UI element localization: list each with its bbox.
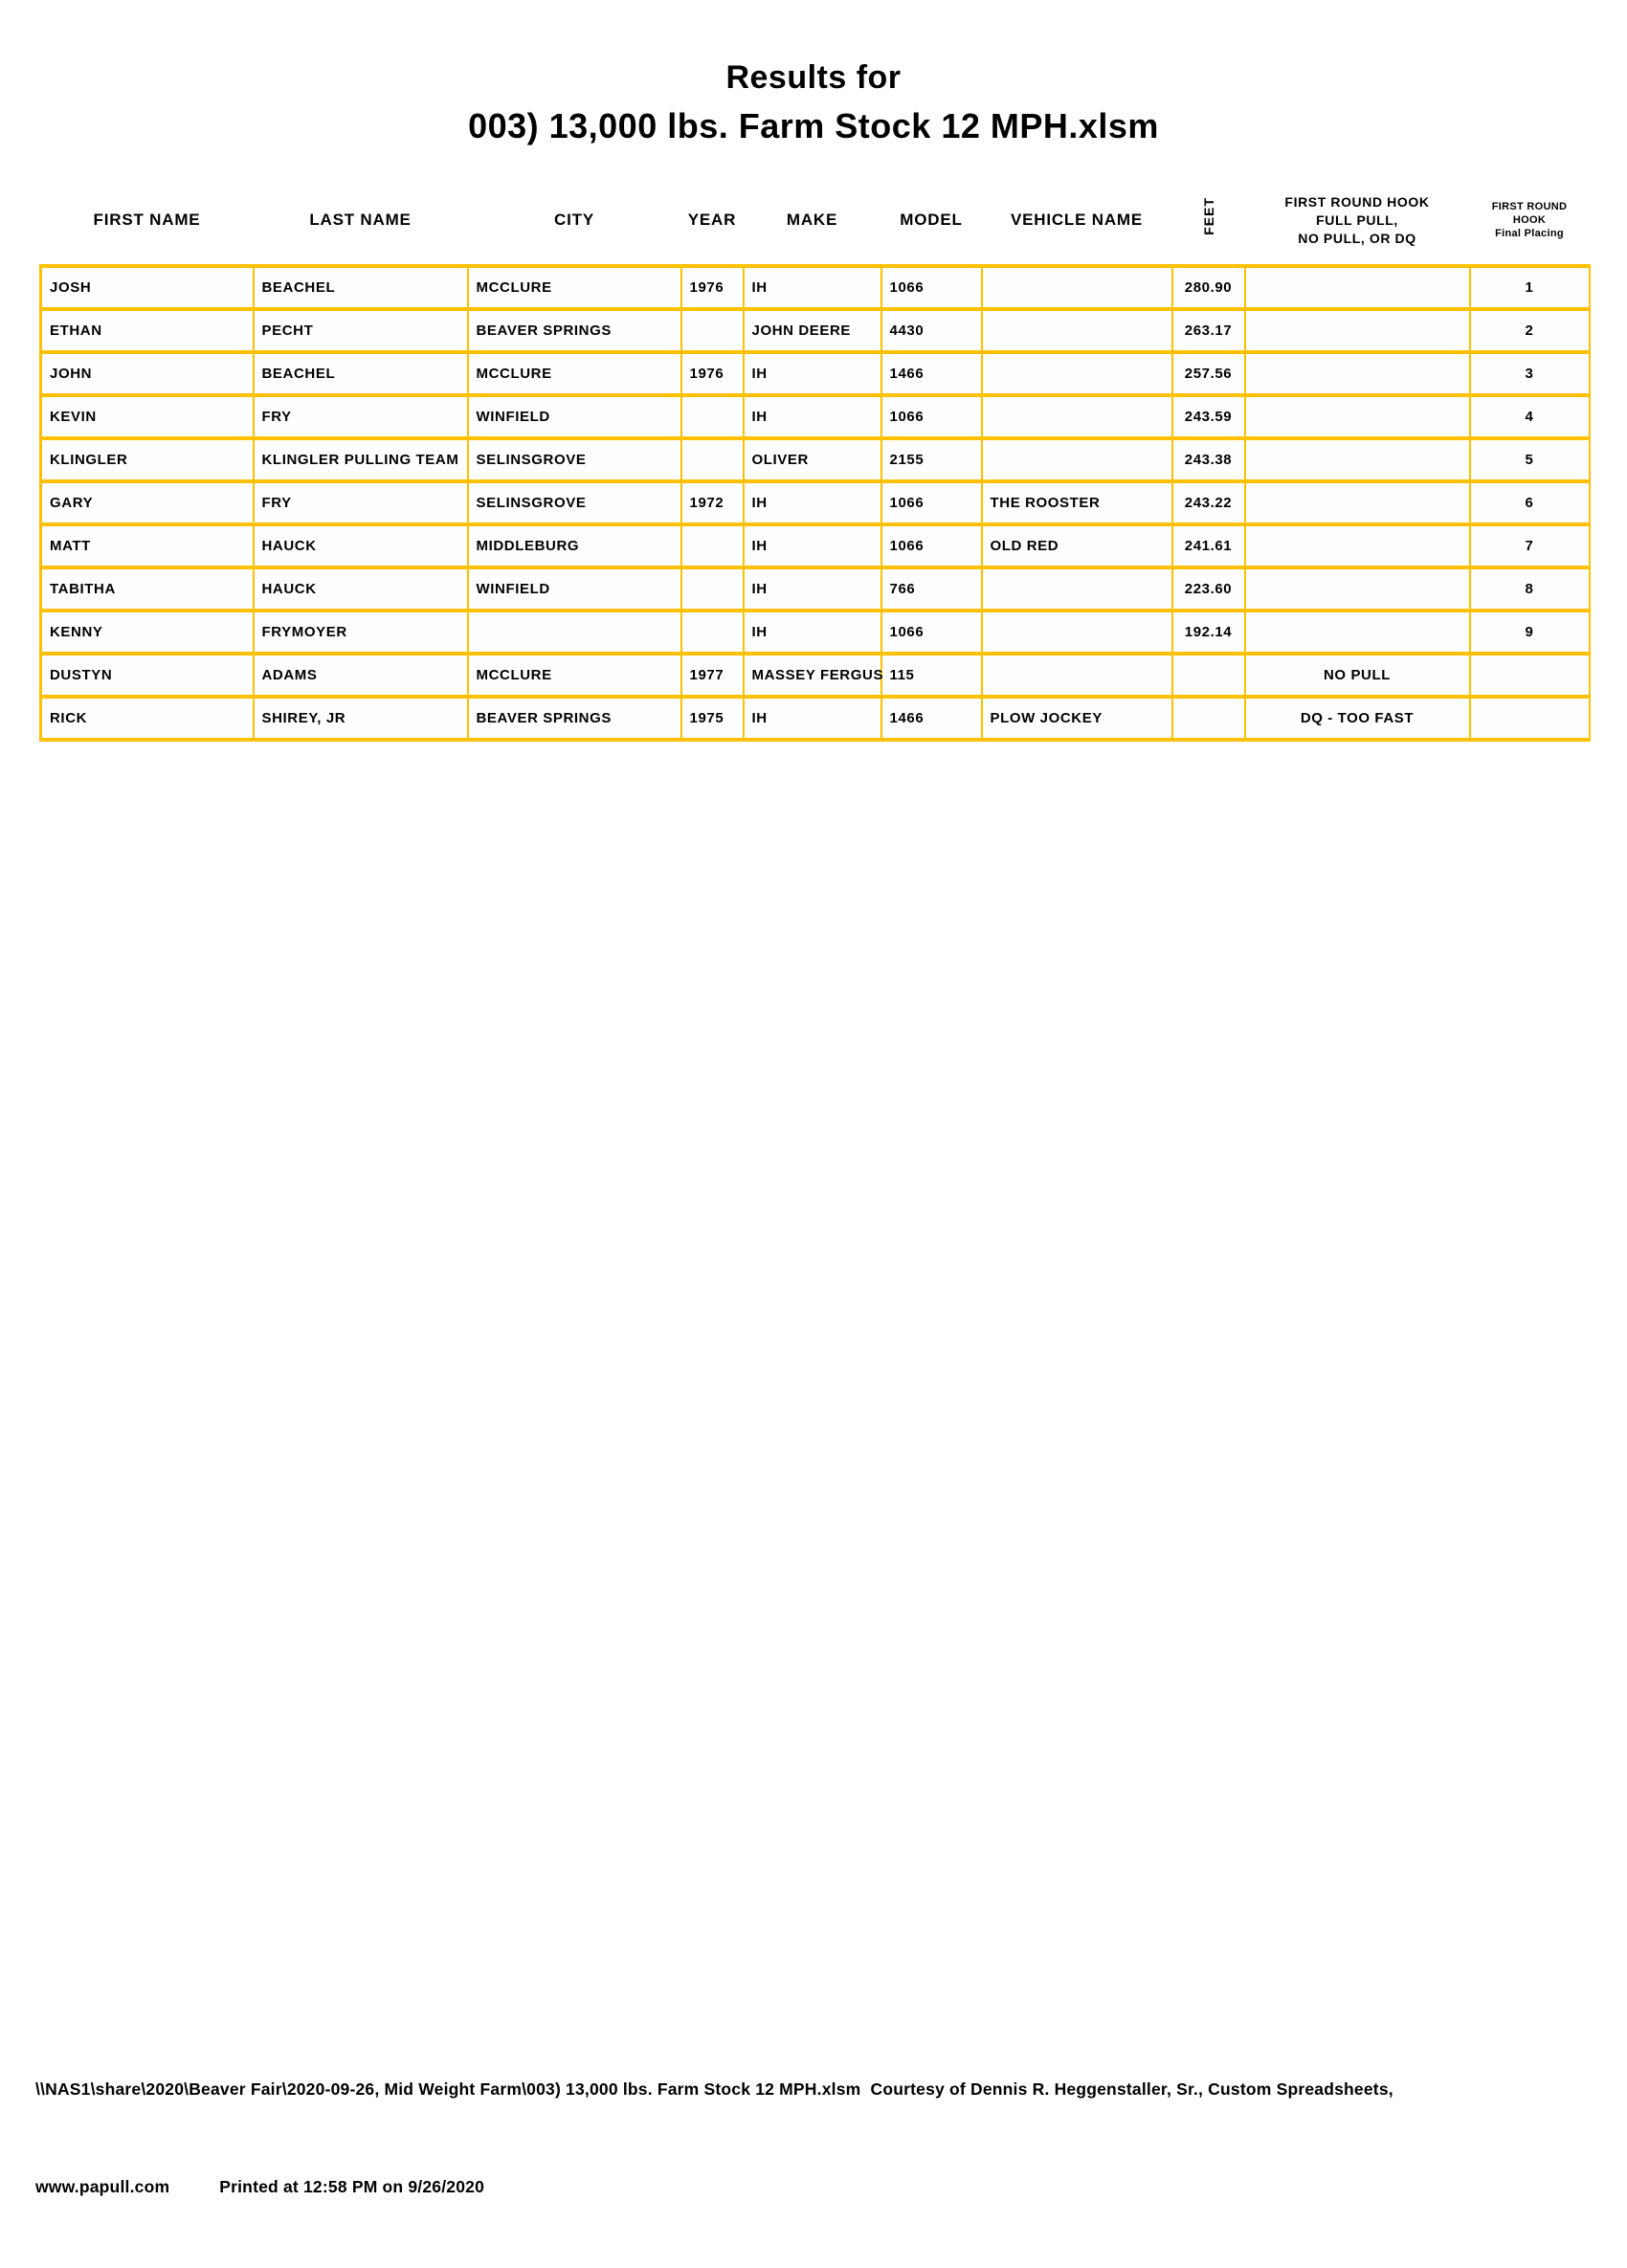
table-row (41, 524, 1590, 567)
table-row (41, 697, 1590, 740)
cell-first-round-hook-result (1245, 481, 1470, 524)
cell-make: IH (744, 524, 881, 567)
cell-vehicle-name: THE ROOSTER (982, 481, 1172, 524)
cell-first-name: RICK (41, 697, 254, 740)
cell-first-round-hook-result (1245, 611, 1470, 654)
header-line: HOOK (1512, 214, 1547, 226)
cell-city: MIDDLEBURG (468, 524, 681, 567)
cell-first-name: GARY (41, 481, 254, 524)
footer-file-path: \\NAS1\share\2020\Beaver Fair\2020-09-26, Mid Weight Farm\003) 13,000 lbs. Farm Stock 12 MPH.xlsm Courtesy of Dennis R. Heggenstaller, Sr., Custom Spreadsheets, (35, 2079, 1393, 2099)
cell-first-name: ETHAN (41, 309, 254, 352)
cell-model: 4430 (881, 309, 982, 352)
header-line: FIRST ROUND HOOK (1284, 193, 1430, 210)
cell-first-round-hook-result: NO PULL (1245, 654, 1470, 697)
cell-feet: 241.61 (1172, 524, 1245, 567)
cell-make: IH (744, 352, 881, 395)
cell-year: 1975 (681, 697, 744, 740)
cell-model: 1066 (881, 481, 982, 524)
cell-year (681, 309, 744, 352)
cell-last-name: FRY (254, 481, 468, 524)
column-header-make: MAKE (786, 211, 838, 229)
cell-first-name: MATT (41, 524, 254, 567)
cell-feet: 223.60 (1172, 567, 1245, 611)
cell-last-name: SHIREY, JR (254, 697, 468, 740)
cell-year (681, 611, 744, 654)
cell-last-name: HAUCK (254, 567, 468, 611)
cell-feet: 243.38 (1172, 438, 1245, 481)
table-row (41, 395, 1590, 438)
cell-make: MASSEY FERGUS (744, 654, 881, 697)
cell-first-round-hook-final-placing: 1 (1470, 266, 1590, 309)
cell-make: IH (744, 266, 881, 309)
table-row (41, 654, 1590, 697)
cell-make: IH (744, 567, 881, 611)
cell-model: 1066 (881, 611, 982, 654)
header-line: Final Placing (1495, 228, 1564, 239)
cell-first-round-hook-result: DQ - TOO FAST (1245, 697, 1470, 740)
cell-city: MCCLURE (468, 352, 681, 395)
cell-first-round-hook-result (1245, 352, 1470, 395)
results-table (39, 182, 1591, 742)
cell-first-round-hook-final-placing: 9 (1470, 611, 1590, 654)
cell-first-round-hook-result (1245, 266, 1470, 309)
cell-vehicle-name (982, 395, 1172, 438)
cell-year: 1976 (681, 352, 744, 395)
cell-city: BEAVER SPRINGS (468, 309, 681, 352)
cell-vehicle-name (982, 266, 1172, 309)
cell-model: 115 (881, 654, 982, 697)
report-title-line1: Results for (725, 59, 902, 96)
cell-first-round-hook-result (1245, 567, 1470, 611)
cell-make: IH (744, 481, 881, 524)
cell-year (681, 395, 744, 438)
cell-first-round-hook-final-placing: 6 (1470, 481, 1590, 524)
cell-last-name: BEACHEL (254, 352, 468, 395)
cell-model: 2155 (881, 438, 982, 481)
cell-first-round-hook-final-placing (1470, 654, 1590, 697)
column-header-model: MODEL (900, 211, 963, 229)
column-header-year: YEAR (687, 211, 737, 229)
cell-first-round-hook-result (1245, 524, 1470, 567)
cell-first-name: TABITHA (41, 567, 254, 611)
column-header-first-round-hook-final-placing (1470, 182, 1590, 266)
cell-first-round-hook-final-placing (1470, 697, 1590, 740)
report-footer (35, 2008, 1595, 2268)
cell-first-round-hook-final-placing: 5 (1470, 438, 1590, 481)
cell-model: 1466 (881, 352, 982, 395)
cell-city (468, 611, 681, 654)
cell-vehicle-name (982, 438, 1172, 481)
cell-year: 1972 (681, 481, 744, 524)
cell-year: 1977 (681, 654, 744, 697)
cell-first-name: KLINGLER (41, 438, 254, 481)
column-header-first-name: FIRST NAME (93, 211, 201, 229)
cell-first-round-hook-result (1245, 309, 1470, 352)
cell-model: 1066 (881, 266, 982, 309)
cell-model: 1066 (881, 524, 982, 567)
table-row (41, 481, 1590, 524)
cell-year (681, 438, 744, 481)
cell-last-name: ADAMS (254, 654, 468, 697)
table-row (41, 611, 1590, 654)
cell-last-name: HAUCK (254, 524, 468, 567)
cell-city: SELINSGROVE (468, 481, 681, 524)
cell-last-name: FRYMOYER (254, 611, 468, 654)
cell-make: JOHN DEERE (744, 309, 881, 352)
cell-vehicle-name (982, 654, 1172, 697)
cell-feet: 280.90 (1172, 266, 1245, 309)
cell-first-round-hook-final-placing: 4 (1470, 395, 1590, 438)
report-title-line2: 003) 13,000 lbs. Farm Stock 12 MPH.xlsm (468, 106, 1159, 145)
report-title (0, 56, 1627, 153)
cell-feet: 243.22 (1172, 481, 1245, 524)
header-row (41, 182, 1590, 266)
header-line: NO PULL, OR DQ (1298, 230, 1416, 246)
cell-first-name: DUSTYN (41, 654, 254, 697)
cell-vehicle-name: PLOW JOCKEY (982, 697, 1172, 740)
cell-first-name: JOSH (41, 266, 254, 309)
table-row (41, 309, 1590, 352)
cell-first-round-hook-result (1245, 395, 1470, 438)
cell-vehicle-name (982, 309, 1172, 352)
cell-make: OLIVER (744, 438, 881, 481)
header-line: FULL PULL, (1316, 211, 1398, 228)
cell-make: IH (744, 395, 881, 438)
column-header-vehicle-name: VEHICLE NAME (1010, 211, 1144, 229)
table-row (41, 567, 1590, 611)
cell-city: MCCLURE (468, 654, 681, 697)
cell-year (681, 567, 744, 611)
cell-vehicle-name (982, 352, 1172, 395)
cell-model: 1066 (881, 395, 982, 438)
column-header-feet (1172, 182, 1245, 266)
cell-first-name: JOHN (41, 352, 254, 395)
cell-model: 1466 (881, 697, 982, 740)
table-row (41, 438, 1590, 481)
cell-city: BEAVER SPRINGS (468, 697, 681, 740)
cell-last-name: PECHT (254, 309, 468, 352)
cell-model: 766 (881, 567, 982, 611)
cell-feet: 243.59 (1172, 395, 1245, 438)
cell-make: IH (744, 611, 881, 654)
table-row (41, 266, 1590, 309)
column-header-city: CITY (554, 211, 594, 229)
results-table-header (41, 182, 1590, 266)
cell-first-round-hook-final-placing: 8 (1470, 567, 1590, 611)
cell-year: 1976 (681, 266, 744, 309)
column-header-first-round-hook-result (1245, 182, 1470, 266)
cell-make: IH (744, 697, 881, 740)
cell-year (681, 524, 744, 567)
cell-city: WINFIELD (468, 395, 681, 438)
cell-vehicle-name: OLD RED (982, 524, 1172, 567)
cell-last-name: KLINGLER PULLING TEAM (254, 438, 468, 481)
cell-last-name: FRY (254, 395, 468, 438)
cell-feet: 192.14 (1172, 611, 1245, 654)
cell-first-round-hook-result (1245, 438, 1470, 481)
table-row (41, 352, 1590, 395)
cell-city: WINFIELD (468, 567, 681, 611)
cell-feet (1172, 697, 1245, 740)
footer-second-line (35, 2170, 1595, 2203)
header-line: FIRST ROUND (1491, 201, 1568, 212)
cell-first-round-hook-final-placing: 3 (1470, 352, 1590, 395)
footer-printed-timestamp: Printed at 12:58 PM on 9/26/2020 (219, 2177, 485, 2196)
cell-first-round-hook-final-placing: 2 (1470, 309, 1590, 352)
cell-first-round-hook-final-placing: 7 (1470, 524, 1590, 567)
cell-city: SELINSGROVE (468, 438, 681, 481)
cell-city: MCCLURE (468, 266, 681, 309)
footer-website: www.papull.com (35, 2177, 170, 2196)
cell-last-name: BEACHEL (254, 266, 468, 309)
cell-vehicle-name (982, 567, 1172, 611)
cell-first-name: KENNY (41, 611, 254, 654)
cell-first-name: KEVIN (41, 395, 254, 438)
cell-vehicle-name (982, 611, 1172, 654)
cell-feet (1172, 654, 1245, 697)
cell-feet: 263.17 (1172, 309, 1245, 352)
cell-feet: 257.56 (1172, 352, 1245, 395)
rotated-header-text: FEET (1200, 196, 1216, 235)
column-header-last-name: LAST NAME (309, 211, 412, 229)
